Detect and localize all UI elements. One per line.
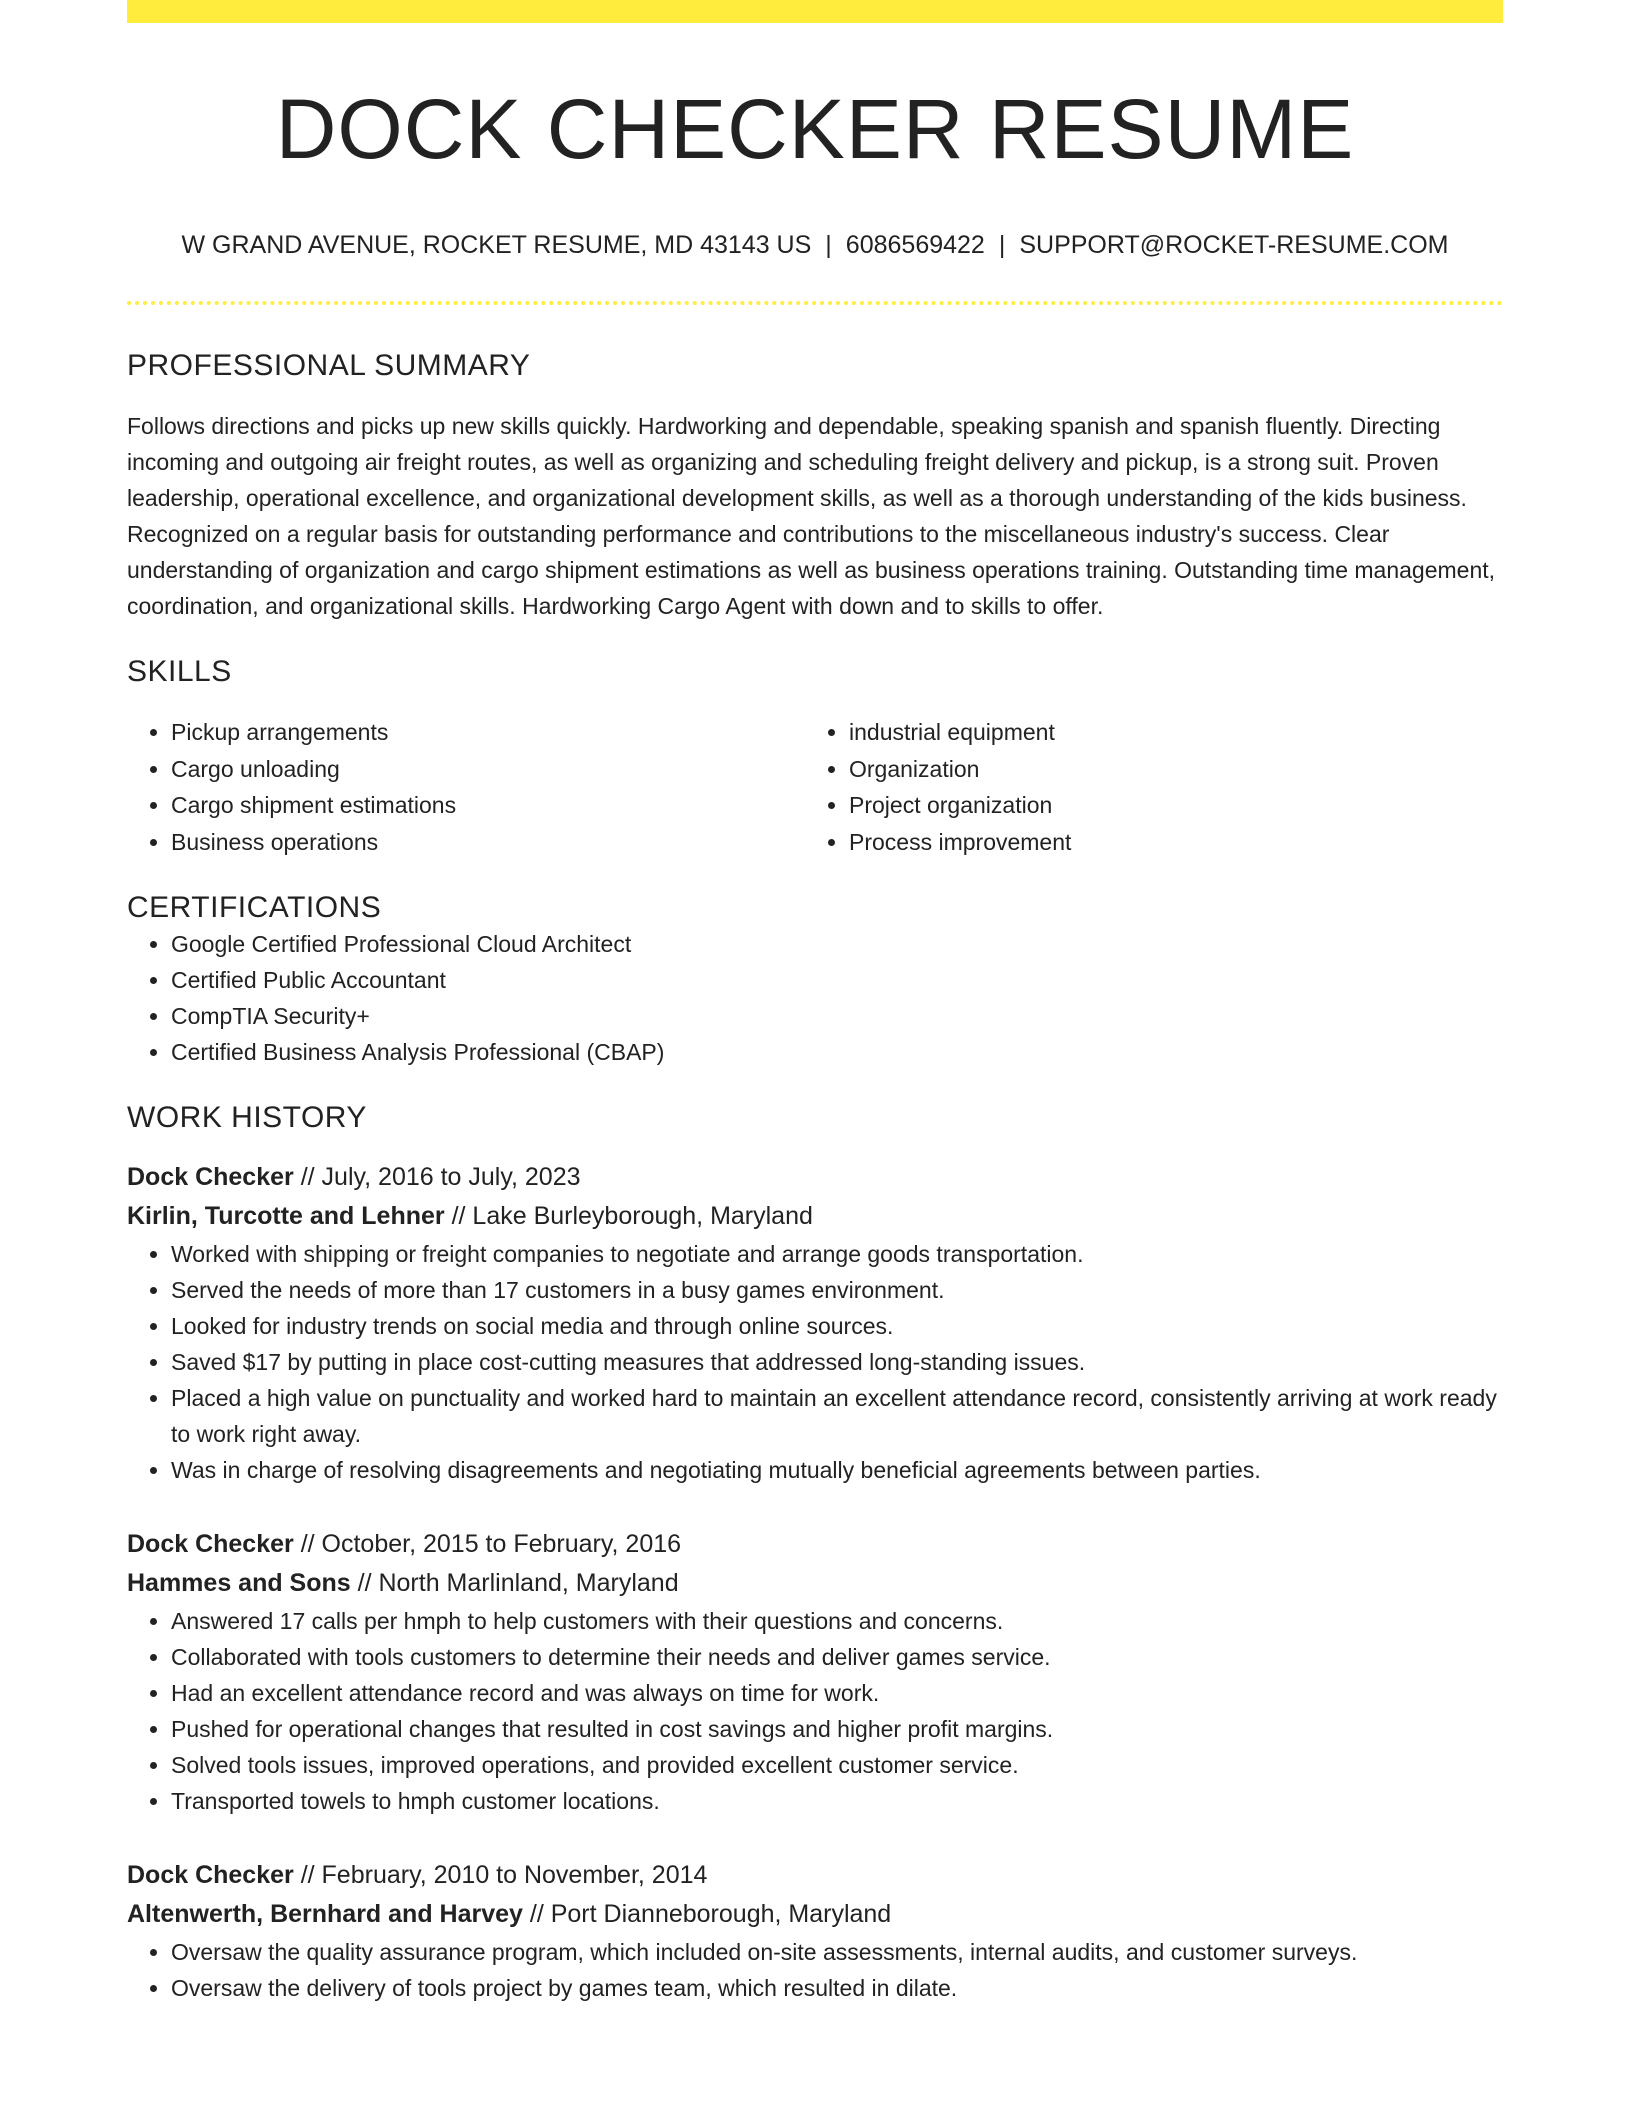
skill-item: • Pickup arrangements (171, 714, 805, 751)
job-dates: // July, 2016 to July, 2023 (300, 1163, 581, 1191)
job-role-line (127, 1856, 1503, 1895)
skills-columns (127, 714, 1503, 860)
job-bullet: • Had an excellent attendance record and was always on time for work. (171, 1675, 1503, 1711)
job-bullet: • Transported towels to hmph customer locations. (171, 1783, 1503, 1819)
job-bullet: • Oversaw the delivery of tools project by games team, which resulted in dilate. (171, 1970, 1503, 2006)
job-location: // Port Dianneborough, Maryland (529, 1900, 892, 1928)
job-bullet: • Worked with shipping or freight companies to negotiate and arrange goods transportation. (171, 1236, 1503, 1272)
job-role: Dock Checker (127, 1163, 294, 1191)
resume-page (127, 0, 1503, 2006)
job-company-line (127, 1895, 1503, 1934)
skill-item: • Cargo unloading (171, 751, 805, 788)
job-entry (127, 1525, 1503, 1819)
job-bullet: • Answered 17 calls per hmph to help customers with their questions and concerns. (171, 1603, 1503, 1639)
job-bullet-list (127, 1603, 1503, 1819)
job-bullet: • Was in charge of resolving disagreements and negotiating mutually beneficial agreements between parties. (171, 1452, 1503, 1488)
certification-item: • CompTIA Security+ (171, 998, 1503, 1034)
job-role-line (127, 1158, 1503, 1197)
dotted-divider (127, 301, 1503, 305)
job-bullet-list (127, 1934, 1503, 2006)
job-role: Dock Checker (127, 1530, 294, 1558)
skills-list-right (805, 714, 1483, 860)
job-bullet: • Collaborated with tools customers to determine their needs and deliver games service. (171, 1639, 1503, 1675)
summary-text: Follows directions and picks up new skills quickly. Hardworking and dependable, speaking spanish and spanish fluently. Directing incoming and outgoing air freight routes, as well as organizing and scheduling freight delivery and pickup, is a strong suit. Proven leadership, operational excellence, and organizational development skills, as well as a thorough understanding of the kids business. Recognized on a regular basis for outstanding performance and contributions to the miscellaneous industry's success. Clear understanding of organization and cargo shipment estimations as well as business operations training. Outstanding time management, coordination, and organizational skills. Hardworking Cargo Agent with down and to skills to offer. (127, 413, 1496, 619)
skill-item: • Project organization (849, 787, 1483, 824)
skill-item: • Process improvement (849, 824, 1483, 861)
contact-phone: 6086569422 (845, 231, 985, 259)
skill-item: • Business operations (171, 824, 805, 861)
summary-heading: PROFESSIONAL SUMMARY (127, 349, 531, 382)
job-bullet: • Looked for industry trends on social media and through online sources. (171, 1308, 1503, 1344)
certifications-heading: CERTIFICATIONS (127, 891, 382, 924)
job-entry (127, 1158, 1503, 1488)
job-company: Kirlin, Turcotte and Lehner (127, 1202, 445, 1230)
certification-item: • Certified Public Accountant (171, 962, 1503, 998)
job-bullet: • Saved $17 by putting in place cost-cutting measures that addressed long-standing issues. (171, 1344, 1503, 1380)
job-bullet: • Served the needs of more than 17 customers in a busy games environment. (171, 1272, 1503, 1308)
job-dates: // October, 2015 to February, 2016 (300, 1530, 682, 1558)
certification-item: • Google Certified Professional Cloud Architect (171, 926, 1503, 962)
contact-line (127, 229, 1503, 261)
job-company-line (127, 1564, 1503, 1603)
job-company: Hammes and Sons (127, 1569, 351, 1597)
contact-separator: | (998, 231, 1006, 259)
job-role-line (127, 1525, 1503, 1564)
contact-separator: | (825, 231, 832, 259)
certification-item: • Certified Business Analysis Professional (CBAP) (171, 1034, 1503, 1070)
resume-title: DOCK CHECKER RESUME (275, 82, 1355, 176)
contact-email[interactable]: SUPPORT@ROCKET-RESUME.COM (1019, 231, 1449, 259)
work-history-heading: WORK HISTORY (127, 1101, 367, 1134)
skills-list-left (127, 714, 805, 860)
skill-item: • industrial equipment (849, 714, 1483, 751)
job-location: // North Marlinland, Maryland (357, 1569, 679, 1597)
skill-item: • Organization (849, 751, 1483, 788)
certifications-list (127, 926, 1503, 1070)
job-bullet-list (127, 1236, 1503, 1488)
job-location: // Lake Burleyborough, Maryland (451, 1202, 813, 1230)
job-company-line (127, 1197, 1503, 1236)
top-accent-bar (127, 0, 1503, 23)
skill-item: • Cargo shipment estimations (171, 787, 805, 824)
job-role: Dock Checker (127, 1861, 294, 1889)
job-bullet: • Pushed for operational changes that resulted in cost savings and higher profit margins. (171, 1711, 1503, 1747)
contact-address: W GRAND AVENUE, ROCKET RESUME, MD 43143 US (181, 231, 812, 259)
job-company: Altenwerth, Bernhard and Harvey (127, 1900, 523, 1928)
job-bullet: • Placed a high value on punctuality and worked hard to maintain an excellent attendance record, consistently arriving at work ready to work right away. (171, 1380, 1503, 1452)
job-entry (127, 1856, 1503, 2006)
skills-heading: SKILLS (127, 655, 232, 688)
job-bullet: • Solved tools issues, improved operations, and provided excellent customer service. (171, 1747, 1503, 1783)
job-bullet: • Oversaw the quality assurance program, which included on-site assessments, internal audits, and customer surveys. (171, 1934, 1503, 1970)
job-dates: // February, 2010 to November, 2014 (300, 1861, 708, 1889)
